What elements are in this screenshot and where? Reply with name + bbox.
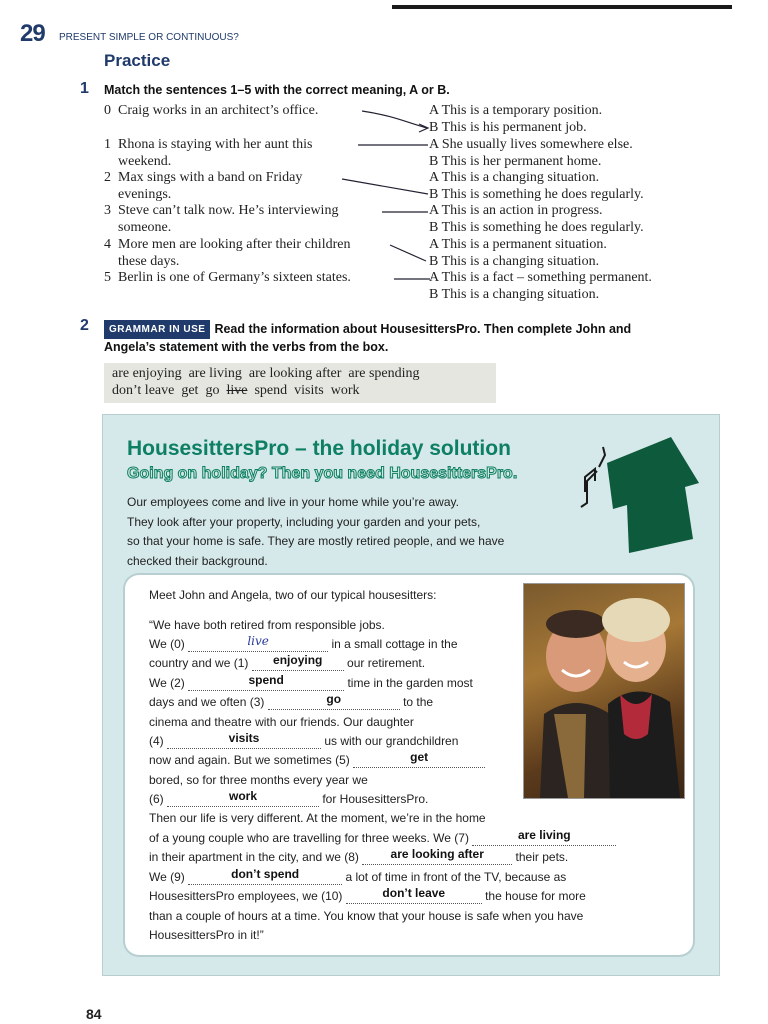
statement-line <box>149 867 567 885</box>
statement-text-segment: HousesittersPro in it!” <box>149 928 264 942</box>
sentence-2-line-1: 2 Max sings with a band on Friday <box>104 170 303 185</box>
statement-line <box>149 692 434 710</box>
statement-text-segment: us with our grandchildren <box>321 734 459 748</box>
meaning-0-b: B This is his permanent job. <box>429 119 587 135</box>
meaning-2-b: B This is something he does regularly. <box>429 186 644 202</box>
word-box-row-1 <box>112 366 427 382</box>
couple-photo <box>523 583 685 799</box>
statement-text-segment: cinema and theatre with our friends. Our daughter <box>149 715 414 729</box>
statement-line <box>149 618 385 632</box>
statement-line <box>149 909 583 923</box>
meaning-1-a: A She usually lives somewhere else. <box>429 137 633 152</box>
answer-text: live <box>247 634 269 648</box>
answer-blank <box>353 750 485 768</box>
meaning-3-a: A This is an action in progress. <box>429 203 603 218</box>
word-option: get <box>181 383 199 398</box>
word-option: work <box>330 383 360 398</box>
meaning-5-a: A This is a fact – something permanent. <box>429 270 652 285</box>
meaning-3-b: B This is something he does regularly. <box>429 219 644 235</box>
word-option: are living <box>188 366 242 381</box>
statement-line <box>149 731 459 749</box>
meaning-4-b: B This is a changing situation. <box>429 253 600 269</box>
panel-subtitle: Going on holiday? Then you need HousesittersPro. <box>127 465 518 482</box>
statement-line <box>149 653 426 671</box>
answer-text: visits <box>228 731 260 745</box>
panel-title: HousesittersPro – the holiday solution <box>127 437 511 460</box>
statement-text-segment: a lot of time in front of the TV, because as <box>342 870 567 884</box>
answer-blank <box>346 886 482 904</box>
word-box-row-2 <box>112 383 366 399</box>
statement-line <box>149 773 368 787</box>
statement-text-segment: their pets. <box>512 850 569 864</box>
statement-text-segment: in their apartment in the city, and we (8) <box>149 850 363 864</box>
answer-text: enjoying <box>273 653 323 667</box>
matching-lines <box>0 0 768 320</box>
meaning-2-a: A This is a changing situation. <box>429 170 600 185</box>
answer-text: don’t leave <box>382 886 446 900</box>
statement-text-segment: country and we (1) <box>149 656 252 670</box>
answer-blank <box>188 867 342 885</box>
statement-line <box>149 673 473 691</box>
exercise-1-instruction: Match the sentences 1–5 with the correct meaning, A or B. <box>104 83 450 97</box>
unit-number: 29 <box>20 20 45 47</box>
intro-line: Our employees come and live in your home while you’re away. <box>127 495 459 509</box>
word-option: don’t leave <box>112 383 175 398</box>
statement-line <box>149 789 429 807</box>
word-option: are looking after <box>248 366 342 381</box>
answer-blank <box>167 789 319 807</box>
statement-line <box>149 634 458 652</box>
statement-text-segment: for HousesittersPro. <box>319 792 429 806</box>
statement-text-segment: Meet John and Angela, two of our typical housesitters: <box>149 588 437 602</box>
housesitters-panel <box>102 414 720 976</box>
sentence-4-line-1: 4 More men are looking after their children <box>104 237 351 252</box>
statement-text-segment: (4) <box>149 734 167 748</box>
statement-line <box>149 811 486 825</box>
answer-text: don’t spend <box>231 867 300 881</box>
answer-blank <box>252 653 344 671</box>
house-logo-icon <box>573 437 703 557</box>
answer-blank <box>268 692 400 710</box>
statement-line <box>149 886 586 904</box>
statement-text-segment: Then our life is very different. At the moment, we’re in the home <box>149 811 486 825</box>
answer-text: are living <box>517 828 571 842</box>
sentence-0-line-1: 0 Craig works in an architect’s office. <box>104 103 319 118</box>
answer-blank <box>362 847 512 865</box>
statement-line <box>149 928 264 942</box>
statement-text-segment: to the <box>399 695 434 709</box>
exercise-2-number: 2 <box>80 317 89 334</box>
statement-line <box>149 715 414 729</box>
statement-text-segment: (6) <box>149 792 167 806</box>
answer-text: get <box>410 750 429 764</box>
statement-text-segment: We (9) <box>149 870 189 884</box>
sentence-2-line-2: evenings. <box>104 186 172 202</box>
answer-text: spend <box>248 673 284 687</box>
statement-text-segment: of a young couple who are travelling for three weeks. We (7) <box>149 831 473 845</box>
word-option: go <box>205 383 220 398</box>
sentence-1-line-2: weekend. <box>104 153 172 169</box>
word-option: visits <box>294 383 324 398</box>
answer-blank <box>188 673 344 691</box>
statement-text-segment: HousesittersPro employees, we (10) <box>149 889 346 903</box>
statement-line <box>149 828 616 846</box>
sentence-4-line-2: these days. <box>104 253 180 269</box>
grammar-in-use-badge: GRAMMAR IN USE <box>104 320 210 339</box>
answer-blank <box>472 828 616 846</box>
statement-text-segment: than a couple of hours at a time. You know that your house is safe when you have <box>149 909 584 923</box>
panel-intro <box>127 493 567 571</box>
word-option: are enjoying <box>112 366 182 381</box>
sentence-5-line-1: 5 Berlin is one of Germany’s sixteen states. <box>104 270 351 285</box>
meaning-4-a: A This is a permanent situation. <box>429 237 607 252</box>
statement-text-segment: We (2) <box>149 676 189 690</box>
statement-text-segment: We (0) <box>149 637 189 651</box>
sentence-1-line-1: 1 Rhona is staying with her aunt this <box>104 137 313 152</box>
intro-line: checked their background. <box>127 553 268 568</box>
statement-text-segment: our retirement. <box>343 656 426 670</box>
page-number: 84 <box>86 1006 102 1022</box>
statement-line <box>149 847 569 865</box>
word-box <box>104 363 496 403</box>
sentence-3-line-1: 3 Steve can’t talk now. He’s interviewing <box>104 203 339 218</box>
sentence-3-line-2: someone. <box>104 219 172 235</box>
statement-line <box>149 750 485 768</box>
intro-line: so that your home is safe. They are mostly retired people, and we have <box>127 534 505 548</box>
section-heading: Practice <box>104 51 171 70</box>
meaning-1-b: B This is her permanent home. <box>429 153 602 169</box>
answer-text: work <box>228 789 257 803</box>
meaning-0-a: A This is a temporary position. <box>429 103 603 118</box>
word-option: are spending <box>348 366 420 381</box>
statement-text-segment: bored, so for three months every year we <box>149 773 368 787</box>
word-option-crossed-out: live <box>226 383 248 398</box>
word-option: spend <box>254 383 288 398</box>
unit-title: PRESENT SIMPLE OR CONTINUOUS? <box>59 32 239 43</box>
answer-text: are looking after <box>390 847 484 861</box>
statement-text-segment: the house for more <box>481 889 586 903</box>
statement-text-segment: days and we often (3) <box>149 695 268 709</box>
statement-text-segment: “We have both retired from responsible jobs. <box>149 618 385 632</box>
statement-text-segment: now and again. But we sometimes (5) <box>149 753 354 767</box>
answer-blank <box>188 634 328 652</box>
answer-text: go <box>326 692 342 706</box>
exercise-2-instruction: GRAMMAR IN USE Read the information about HousesittersPro. Then complete John and Angela’s statement with the verbs from the box. <box>104 322 632 354</box>
answer-blank <box>167 731 321 749</box>
intro-line: They look after your property, including your garden and your pets, <box>127 514 481 529</box>
statement-line <box>149 588 437 602</box>
statement-text-segment: time in the garden most <box>344 676 473 690</box>
statement-text-segment: in a small cottage in the <box>328 637 458 651</box>
exercise-1-number: 1 <box>80 80 89 97</box>
meaning-5-b: B This is a changing situation. <box>429 286 600 302</box>
statement-box <box>125 575 693 955</box>
